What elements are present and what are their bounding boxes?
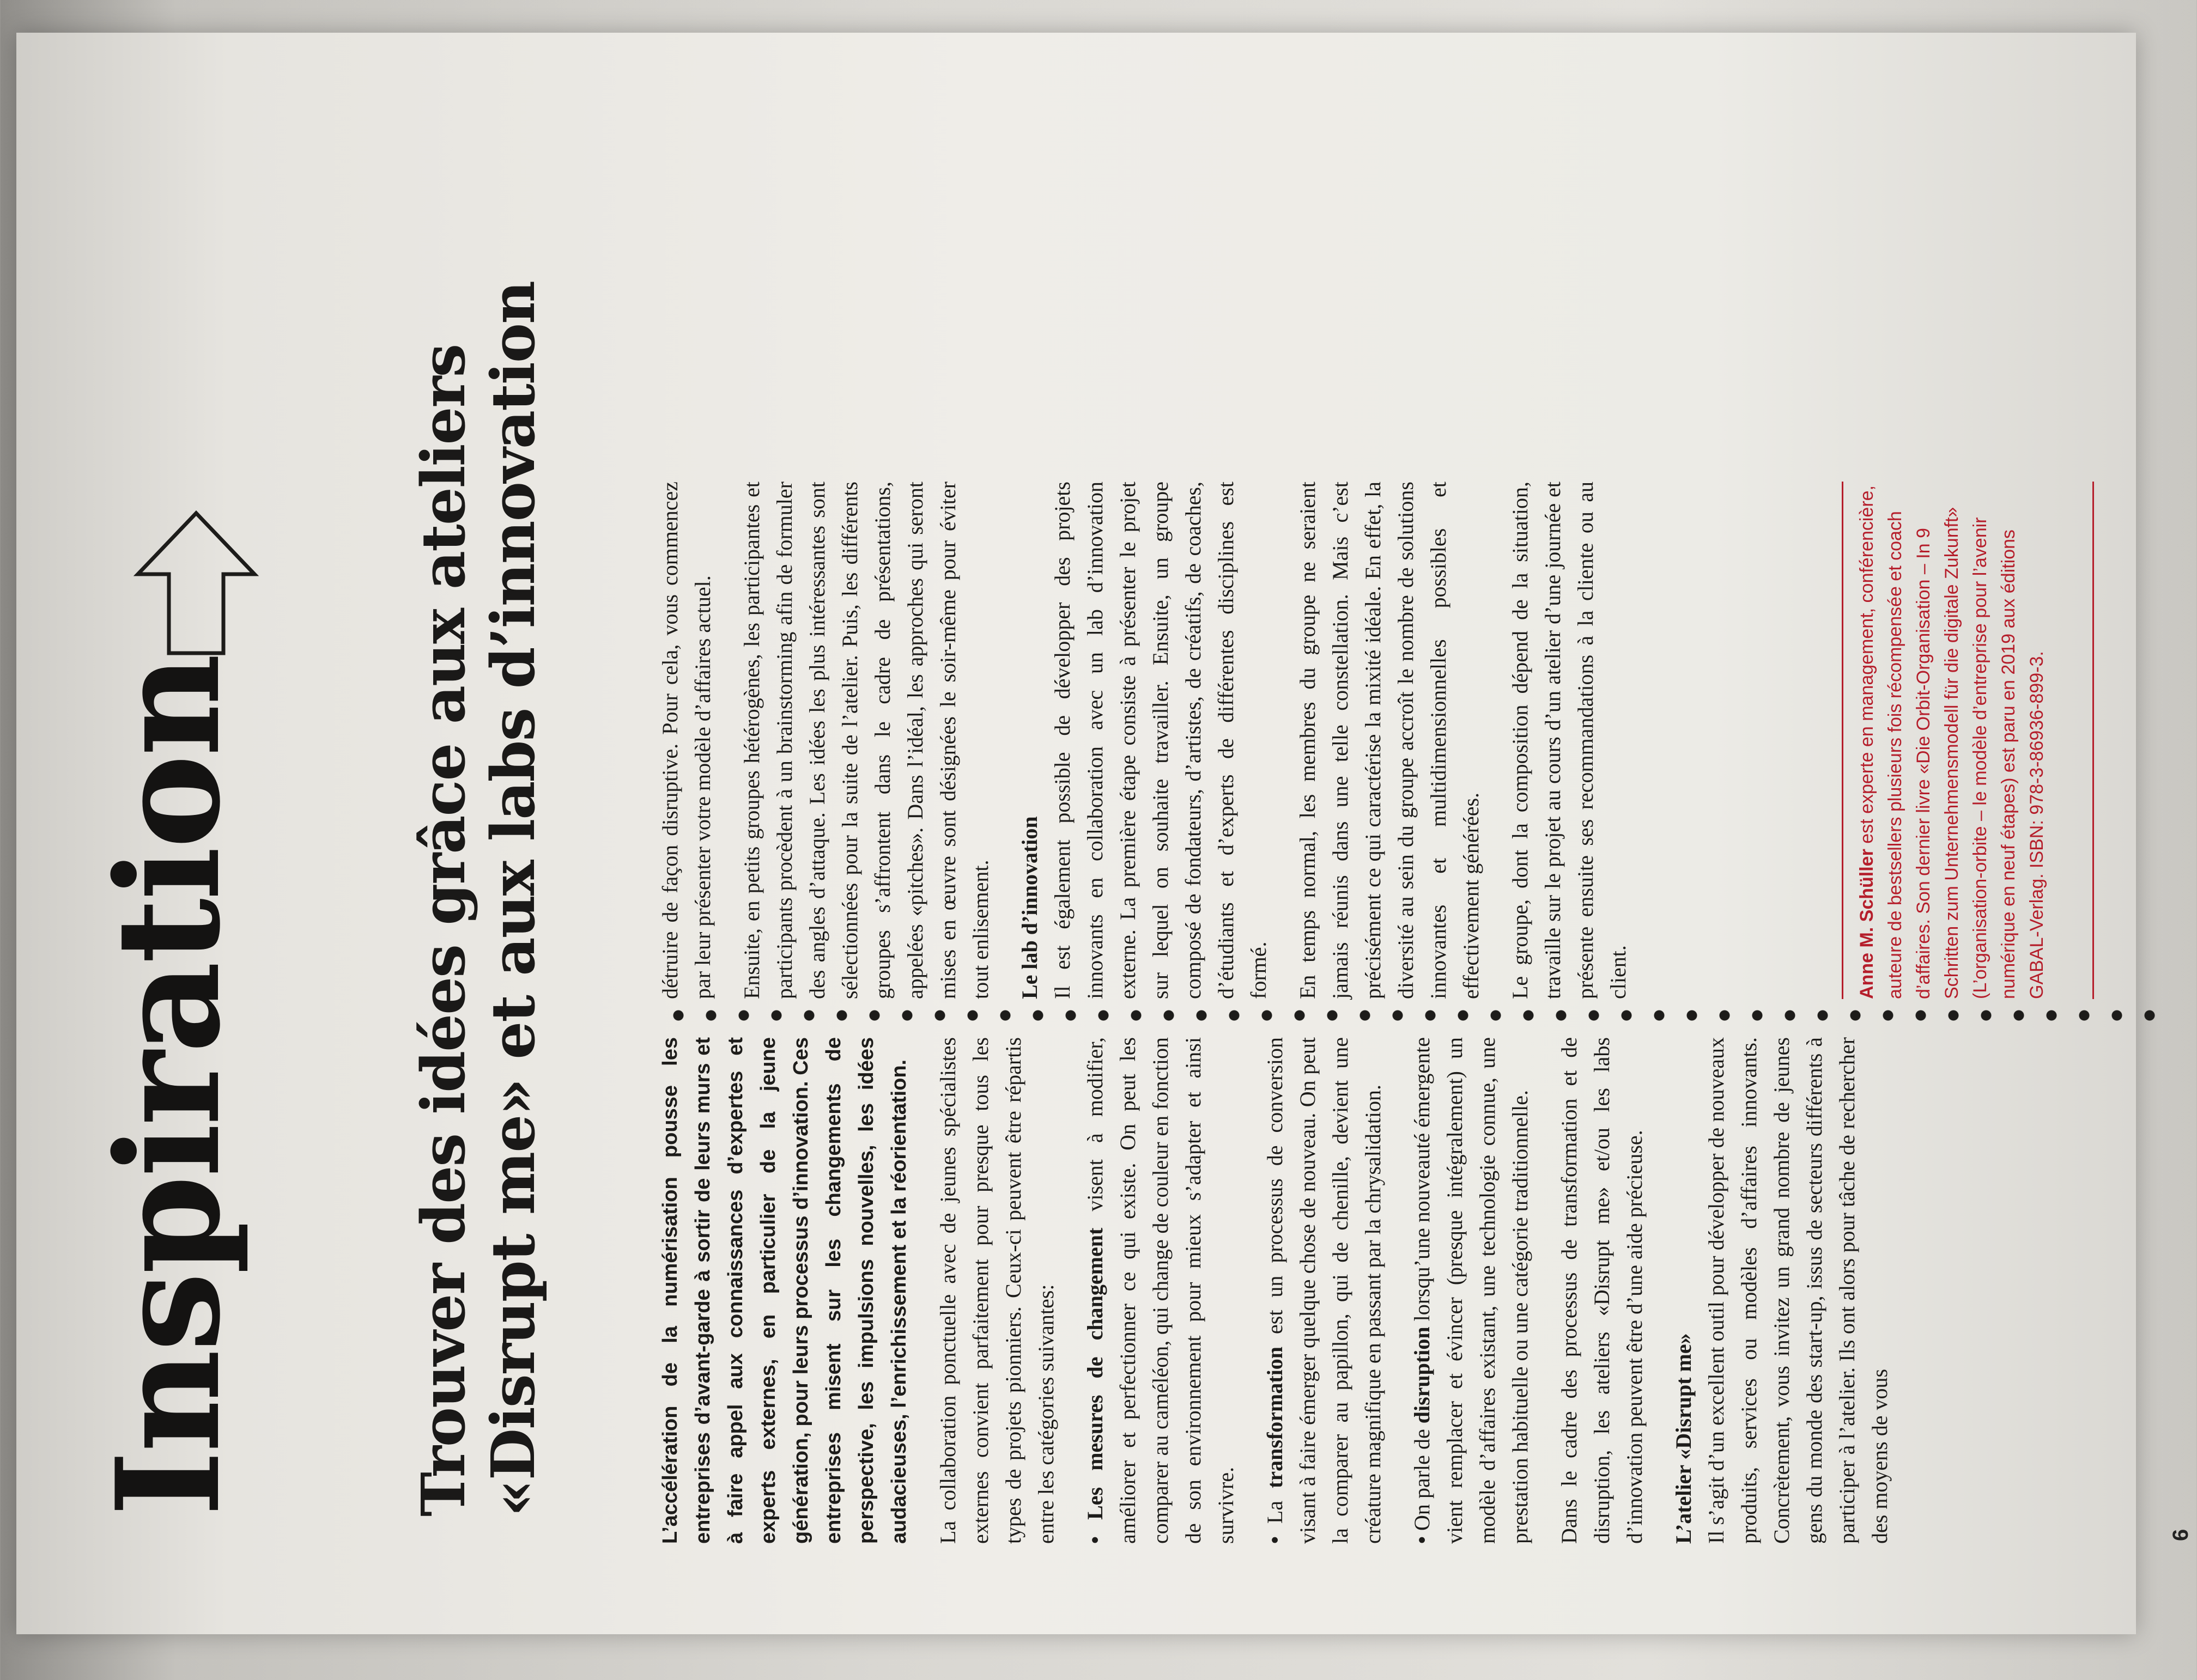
author-bio-text: est experte en management, conférencière, auteure de bestsellers plusieurs fois récompensée et coach d’affaires. Son dernier livre «Die Orbit-Organisation – In 9 Schritten zum Unternehmensmodell für die digitale Zukunft» (L’organisation-orbite – le modèle d’entreprise pour l’avenir numérique en neuf étapes) est paru en 2019 aux éditions GABAL-Verlag. ISBN: 978-3-86936-899-3. <box>1856 485 2047 999</box>
paragraph: Ensuite, en petits groupes hétérogènes, les participantes et participants procèdent à un brainstorming afin de formuler des angles d’attaque. Les idées les plus intéressantes sont sélectionnées pour la suite de l’atelier. Puis, les différents groupes s’affrontent dans le cadre de présentations, appelées «pitches». Dans l’idéal, les approches qui seront mises en œuvre sont désignées le soir-même pour éviter tout enlisement. <box>739 482 993 999</box>
bullet-icon: • <box>1083 1519 1107 1544</box>
bullet-prefix: La <box>1263 1488 1287 1524</box>
dotted-column-divider <box>662 1010 2160 1021</box>
bullet-item-transformation <box>1259 1037 1389 1544</box>
magazine-page <box>16 33 2193 1634</box>
paragraph: En temps normal, les membres du groupe ne seraient jamais réunis dans une telle constellation. Mais c’est précisément ce qui caractérise la mixité idéale. En effet, la diversité au sein du groupe accroît le nombre de solutions innovantes et multidimensionnelles possibles et effectivement générées. <box>1295 482 1483 999</box>
bullet-item-change <box>1079 1037 1242 1544</box>
bullet-text: visent à modifier, améliorer et perfectionner ce qui existe. On peut les comparer au caméléon, qui change de couleur en fonction de son environnement pour mieux s’adapter et ainsi survivre. <box>1083 1037 1238 1544</box>
paragraph: Dans le cadre des processus de transformation et de disruption, les ateliers «Disrupt me» et/ou les labs d’innovation peuvent être d’une aide précieuse. <box>1557 1037 1647 1544</box>
bullet-item-disruption <box>1406 1037 1537 1544</box>
author-name: Anne M. Schüller <box>1856 849 1877 999</box>
bullet-text: lorsqu’une nouveauté émergente vient remplacer et évincer (presque intégralement) un modèle d’affaires existant, une technologie connue, une prestation habituelle ou une catégorie traditionnelle. <box>1410 1037 1532 1544</box>
page-number: 6 <box>2169 1529 2193 1541</box>
section-title: Inspiration <box>86 655 252 1517</box>
right-arrow-outline-icon <box>133 509 259 656</box>
rotated-page-content <box>16 33 2197 1680</box>
paragraph: La collaboration ponctuelle avec de jeunes spécialistes externes convient parfaitement pour presque tous les types de projets pionniers. Ceux-ci peuvent être répartis entre les catégories suivantes: <box>936 1037 1058 1544</box>
bullet-text: est un processus de conversion visant à faire émerger quelque chose de nouveau. On peut la comparer au papillon, qui de chenille, devient une créature magnifique en passant par la chrysalidation. <box>1263 1037 1385 1544</box>
bullet-prefix: On parle de <box>1410 1423 1434 1531</box>
paragraph: Il s’agit d’un excellent outil pour développer de nouveaux produits, services ou modèles d’affaires innovants. Concrètement, vous invitez un grand nombre de jeunes gens du monde des start-up, issus de secteurs différents à participer à l’atelier. Ils ont alors pour tâche de rechercher des moyens de vous <box>1704 1037 1892 1544</box>
text-column-left <box>654 1037 1913 1544</box>
lead-paragraph: L’accélération de la numérisation pousse les entreprises d’avant-garde à sortir de leurs murs et à faire appel aux connaissances d’expertes et experts externes, en particulier de la jeune génération, pour leurs processus d’innovation. Ces entreprises misent sur les changements de perspective, les impulsions nouvelles, les idées audacieuses, l’enrichissement et la réorientation. <box>659 1037 911 1544</box>
subsection <box>1667 1037 1896 1544</box>
paragraph: détruire de façon disruptive. Pour cela, vous commencez par leur présenter votre modèle d’affaires actuel. <box>658 482 715 999</box>
bullet-term: transformation <box>1263 1346 1287 1488</box>
paragraph: Le groupe, dont la composition dépend de la situation, travaille sur le projet au cours d’un atelier d’une journée et présente ensuite ses recommandations à la cliente ou au client. <box>1508 482 1630 999</box>
bullet-icon: • <box>1263 1524 1287 1544</box>
subsection <box>1013 482 1275 999</box>
bio-divider-bottom <box>2092 482 2094 999</box>
bio-divider-top <box>1842 482 1843 999</box>
bullet-term: disruption <box>1410 1326 1434 1424</box>
subheading: Le lab d’innovation <box>1017 816 1042 999</box>
bullet-icon: • <box>1410 1530 1434 1544</box>
author-bio <box>1853 482 2051 999</box>
article-headline: Trouver des idées grâce aux ateliers «Disrupt me» et aux labs d’innovation <box>408 281 548 1517</box>
subheading: L’atelier «Disrupt me» <box>1671 1333 1696 1544</box>
paragraph: Il est également possible de développer des projets innovants en collaboration avec un lab d’innovation externe. La première étape consiste à présenter le projet sur lequel on souhaite travailler. Ensuite, un groupe composé de fondateurs, d’artistes, de créatifs, de coaches, d’étudiants et d’experts de différentes disciplines est formé. <box>1050 482 1271 999</box>
text-column-right <box>654 482 1651 999</box>
bullet-term: Les mesures de changement <box>1083 1227 1107 1520</box>
